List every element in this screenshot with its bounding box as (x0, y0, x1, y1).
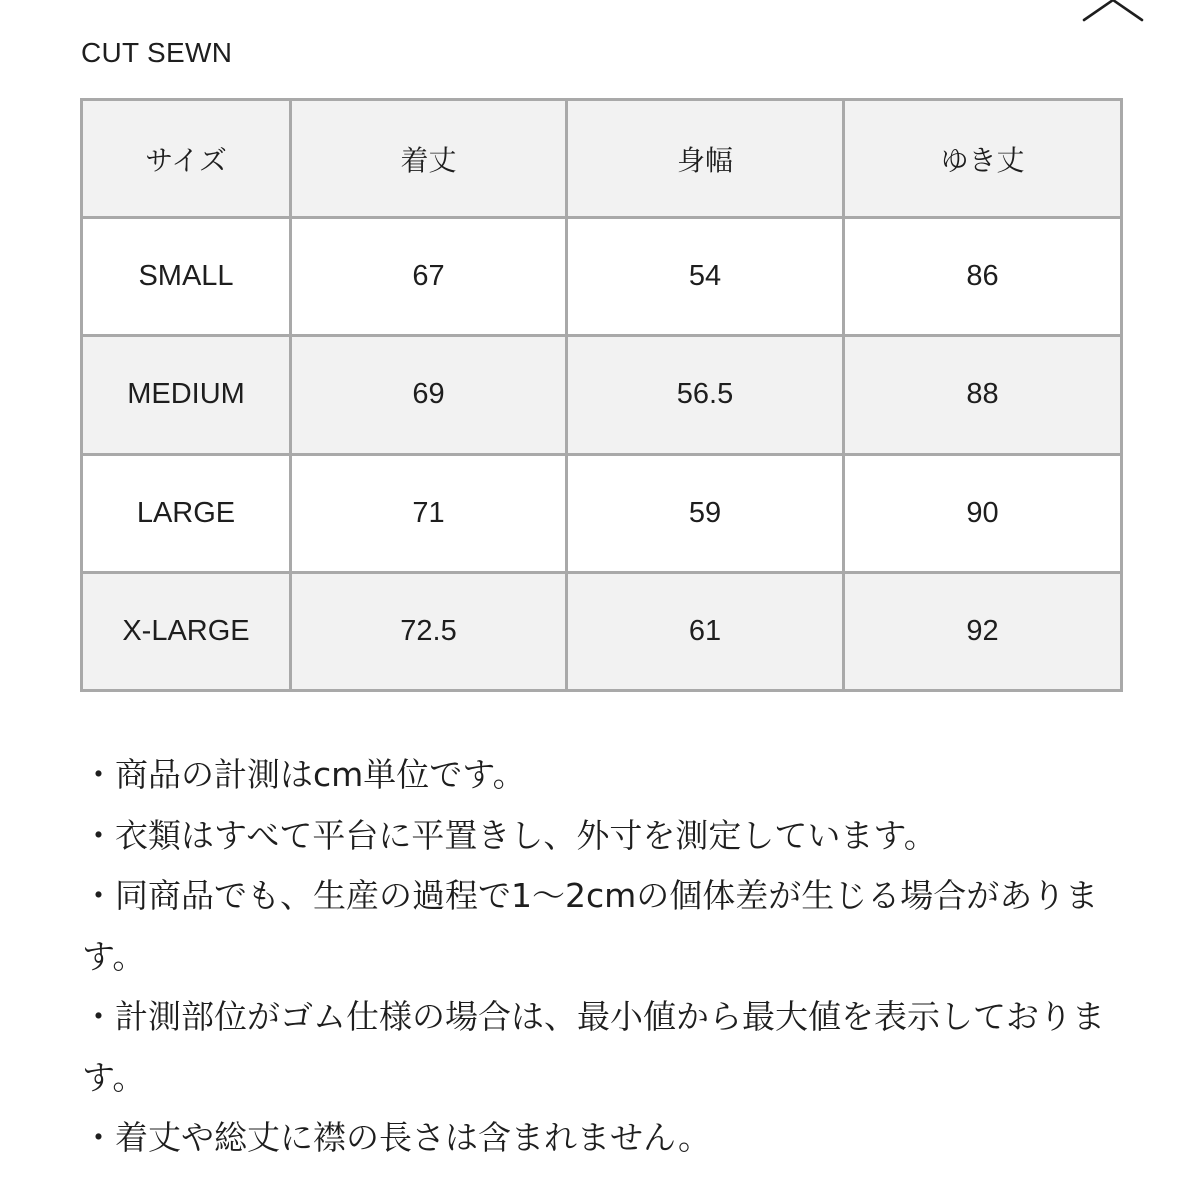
size-table (80, 98, 1123, 692)
measurement-notes (82, 745, 1142, 1169)
page-title: CUT SEWN (81, 37, 233, 68)
length-cell: 72.5 (291, 572, 567, 690)
size-cell: MEDIUM (82, 336, 291, 454)
column-header-width: 身幅 (567, 100, 844, 218)
width-cell: 59 (567, 454, 844, 572)
table-row (82, 336, 1122, 454)
sleeve-cell: 92 (844, 572, 1122, 690)
length-cell: 67 (291, 218, 567, 336)
size-cell: SMALL (82, 218, 291, 336)
column-header-length: 着丈 (291, 100, 567, 218)
length-cell: 71 (291, 454, 567, 572)
sleeve-cell: 86 (844, 218, 1122, 336)
table-header-row (82, 100, 1122, 218)
column-header-sleeve: ゆき丈 (844, 100, 1122, 218)
table-row (82, 572, 1122, 690)
sleeve-cell: 88 (844, 336, 1122, 454)
table-row (82, 454, 1122, 572)
note-item: ・衣類はすべて平台に平置きし、外寸を測定しています。 (82, 815, 937, 855)
size-cell: LARGE (82, 454, 291, 572)
width-cell: 61 (567, 572, 844, 690)
note-item: ・同商品でも、生産の過程で1〜2cmの個体差が生じる場合があります。 (82, 876, 1099, 976)
close-button[interactable] (1082, 0, 1144, 22)
table-row (82, 218, 1122, 336)
note-item: ・着丈や総丈に襟の長さは含まれません。 (82, 1118, 711, 1157)
size-cell: X-LARGE (82, 572, 291, 690)
length-cell: 69 (291, 336, 567, 454)
width-cell: 54 (567, 218, 844, 336)
sleeve-cell: 90 (844, 454, 1122, 572)
close-x-icon (1082, 0, 1144, 22)
width-cell: 56.5 (567, 336, 844, 454)
note-item: ・計測部位がゴム仕様の場合は、最小値から最大値を表示しております。 (82, 997, 1105, 1097)
note-item: ・商品の計測はcm単位です。 (82, 755, 526, 794)
column-header-size: サイズ (82, 100, 291, 218)
